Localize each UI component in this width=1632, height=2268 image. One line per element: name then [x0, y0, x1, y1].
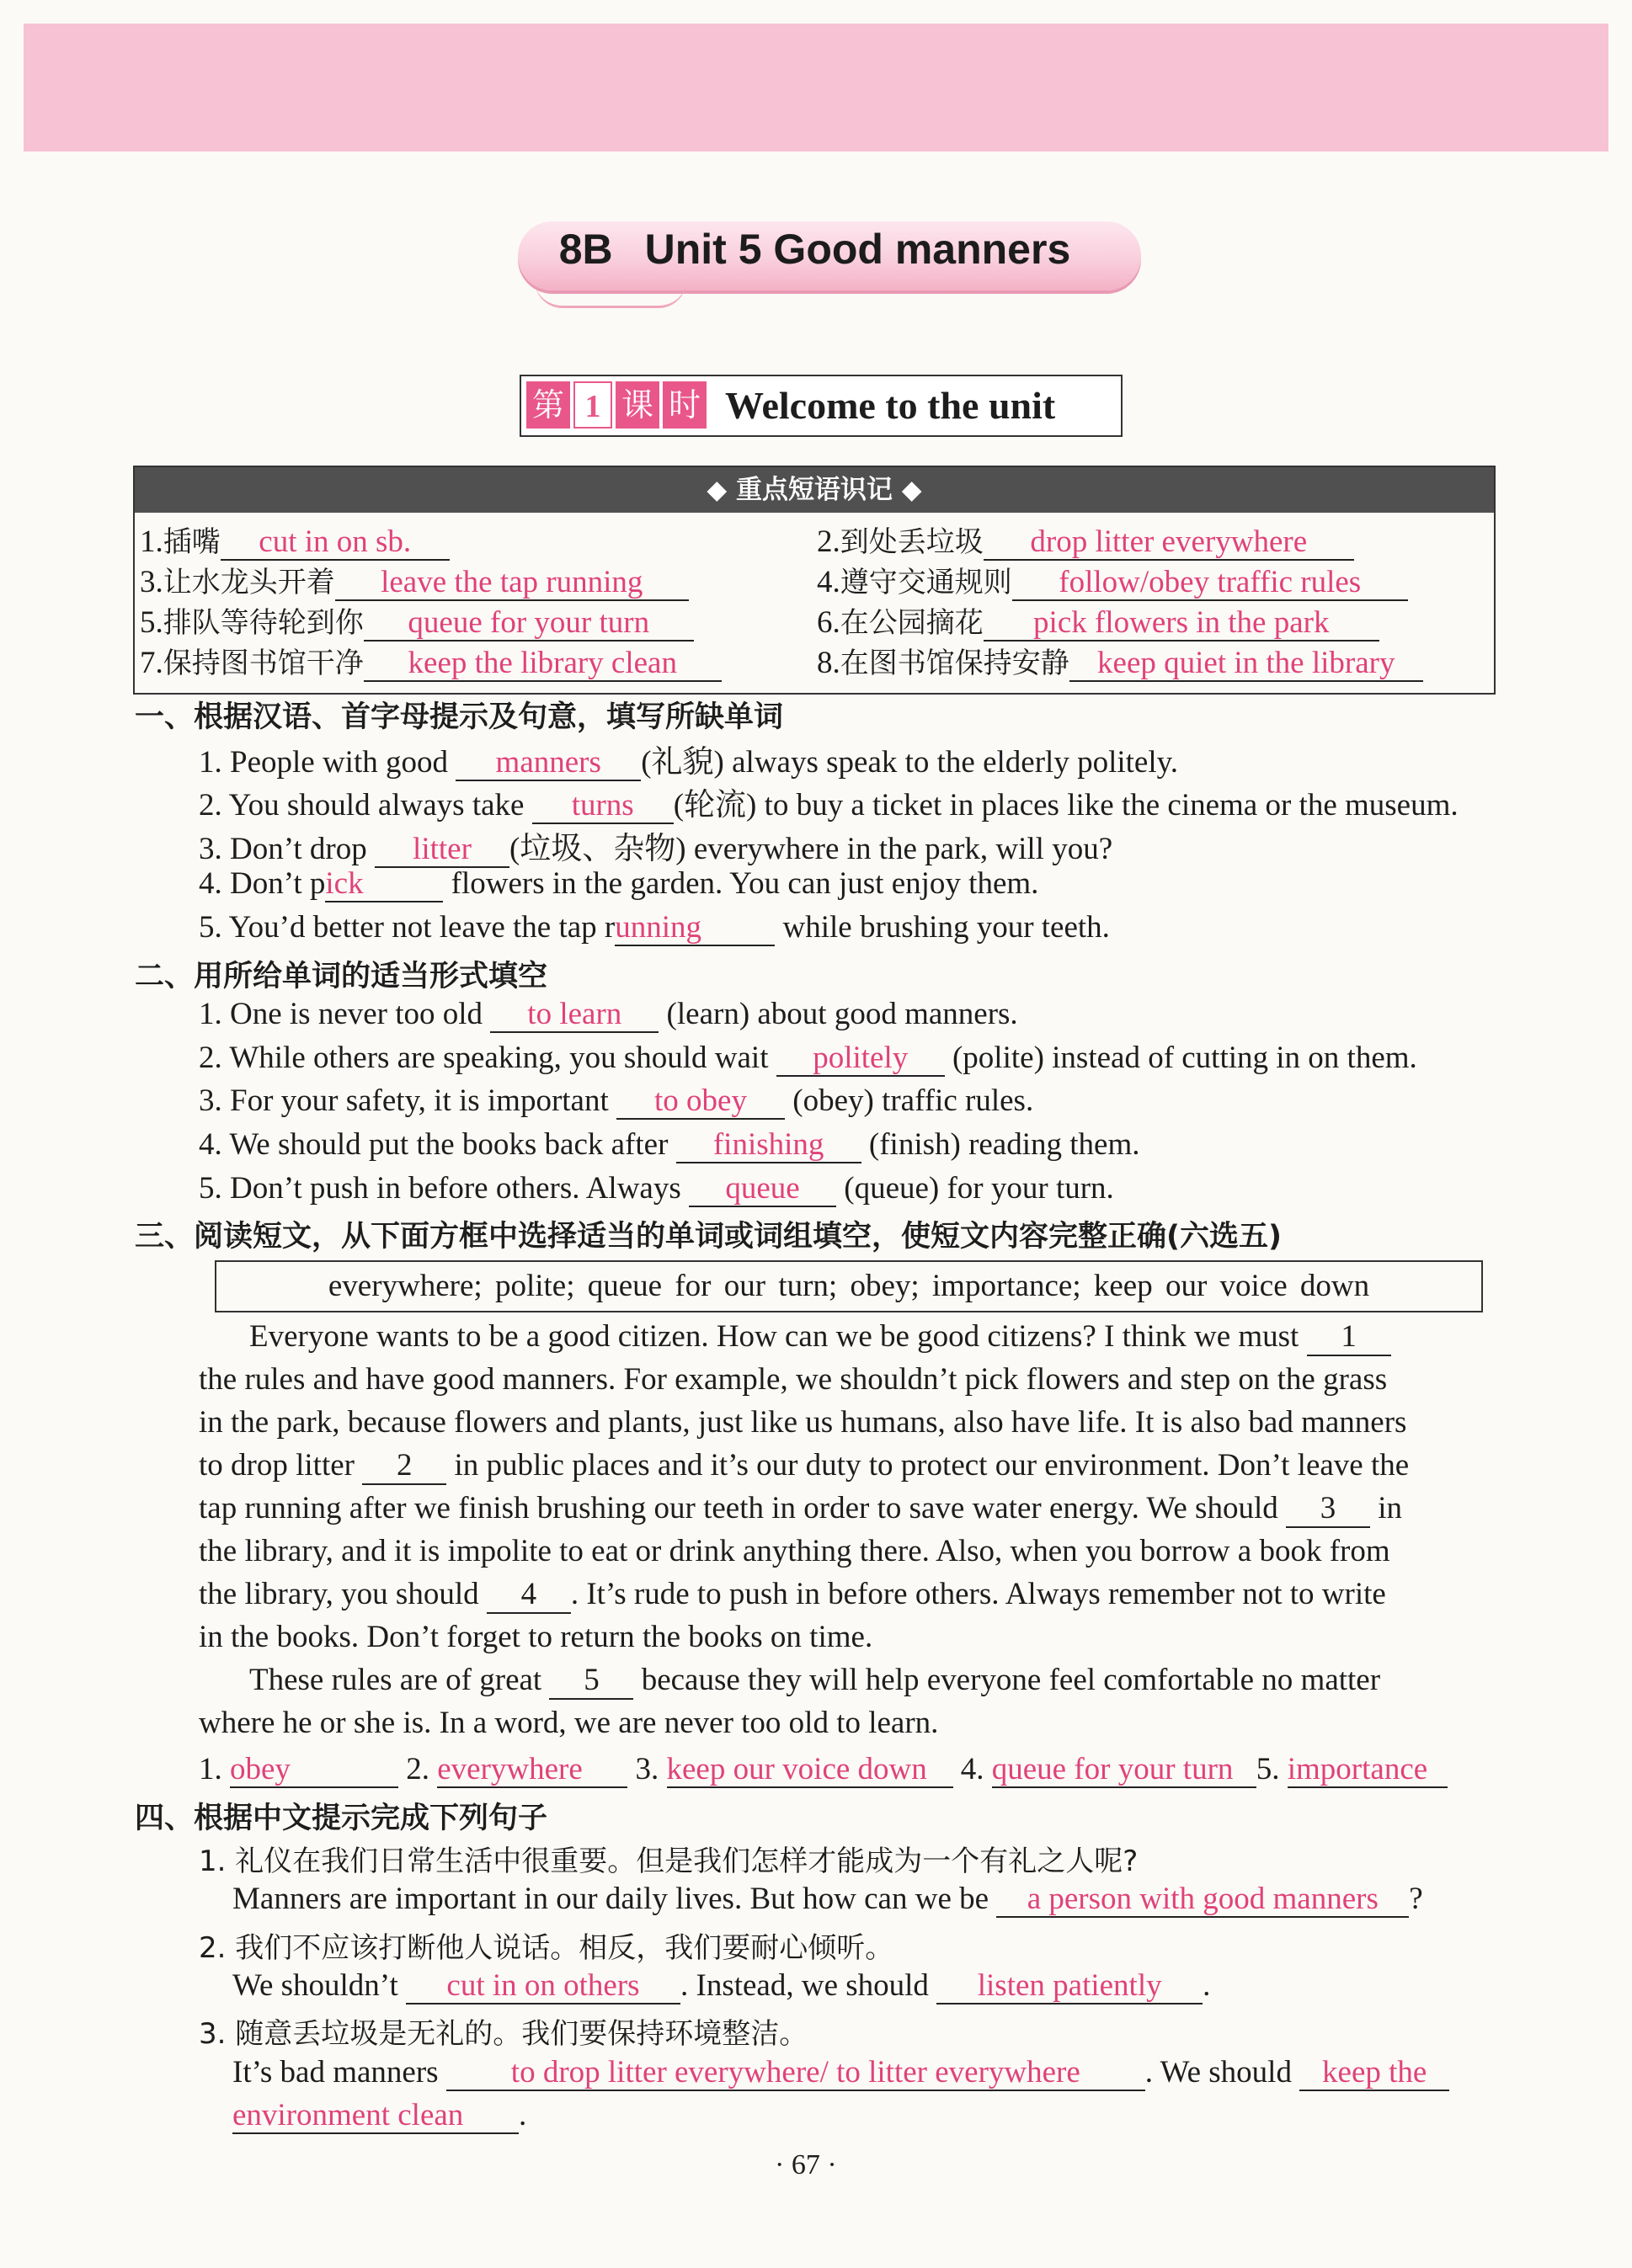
passage-blank: 1 — [1307, 1318, 1391, 1356]
answer-number: 3. — [635, 1752, 659, 1786]
passage-blank: 5 — [549, 1662, 633, 1700]
answer-text: unning — [615, 912, 775, 946]
passage-text: in public places and it’s our duty to protect our environment. Don’t leave the — [454, 1448, 1410, 1483]
answer-text: listen patiently — [936, 1970, 1203, 2004]
answer-text: obey — [230, 1754, 398, 1788]
answer-text: importance — [1288, 1754, 1448, 1788]
answer-number: 4. — [960, 1752, 984, 1786]
answer-text: queue — [689, 1173, 836, 1207]
phrase-number: 2. — [817, 524, 840, 559]
question-text: (轮流) to buy a ticket in places like the cinema or the museum. — [673, 788, 1459, 823]
passage-blank: 2 — [362, 1447, 446, 1485]
unit-name: Unit 5 Good manners — [644, 226, 1071, 273]
phrase-answer: cut in on sb. — [221, 526, 450, 561]
question-text: . — [1203, 1968, 1211, 2003]
question-text: 5. Don’t push in before others. Always — [199, 1171, 689, 1206]
unit-code: 8B — [558, 226, 613, 273]
phrase-cn: 在公园摘花 — [840, 606, 984, 640]
phrase-cn: 排队等待轮到你 — [163, 606, 364, 640]
answer-text: litter — [375, 833, 509, 868]
phrase-item — [140, 559, 689, 601]
question-text: 1. People with good — [199, 745, 456, 780]
answer-text: queue for your turn — [992, 1754, 1256, 1788]
answer-text: everywhere — [437, 1754, 627, 1788]
question-line — [199, 779, 1459, 824]
phrase-item — [817, 640, 1423, 682]
answer-text: keep our voice down — [667, 1754, 953, 1788]
question-text: 3. 随意丢垃圾是无礼的。我们要保持环境整洁。 — [199, 2017, 808, 2051]
passage-text: to drop litter — [199, 1448, 355, 1483]
question-line — [199, 1083, 1033, 1120]
question-text: . Instead, we should — [680, 1968, 937, 2003]
question-text: 2. 我们不应该打断他人说话。相反，我们要耐心倾听。 — [199, 1931, 894, 1965]
lesson-banner — [520, 375, 1123, 437]
question-text: 4. Don’t p — [199, 866, 326, 901]
question-text: (obey) traffic rules. — [785, 1083, 1034, 1118]
passage-line: the library, and it is impolite to eat or drink anything there. Also, when you borrow a book from — [199, 1534, 1390, 1568]
question-text: (learn) about good manners. — [659, 997, 1018, 1031]
answer-text: keep the — [1299, 2057, 1449, 2091]
lesson-tag-char: 时 — [663, 381, 707, 429]
passage-line: in the books. Don’t forget to return the books on time. — [199, 1620, 873, 1654]
question-line — [199, 909, 1110, 946]
phrase-number: 1. — [140, 524, 163, 559]
passage-text: in — [1378, 1491, 1403, 1525]
passage-text: because they will help everyone feel comfortable no matter — [641, 1663, 1381, 1697]
question-line — [232, 1881, 1423, 1918]
title-swirl — [535, 280, 686, 308]
question-text: We shouldn’t — [232, 1968, 406, 2003]
phrase-number: 4. — [817, 565, 840, 599]
question-text: . — [519, 2098, 527, 2132]
question-line — [199, 823, 1112, 868]
phrase-cn: 插嘴 — [163, 525, 221, 559]
phrase-item — [140, 599, 694, 642]
question-text: (垃圾、杂物) everywhere in the park, will you? — [509, 832, 1113, 866]
passage-text: These rules are of great — [249, 1663, 542, 1697]
key-phrases-header: ◆ 重点短语识记 ◆ — [135, 467, 1494, 513]
answer-number: 2. — [406, 1752, 429, 1786]
passage-blank: 4 — [487, 1576, 571, 1614]
question-text: (礼貌) always speak to the elderly politely. — [641, 745, 1178, 780]
question-line — [232, 2054, 1449, 2091]
phrase-number: 8. — [817, 646, 840, 680]
phrase-number: 6. — [817, 605, 840, 640]
answer-number: 1. — [199, 1752, 222, 1786]
question-line — [232, 1967, 1210, 2004]
passage-text: . It’s rude to push in before others. Always remember not to write — [570, 1577, 1386, 1611]
question-line — [199, 736, 1178, 781]
phrase-answer: drop litter everywhere — [984, 526, 1354, 561]
passage-line: where he or she is. In a word, we are never too old to learn. — [199, 1706, 939, 1740]
question-line — [199, 1126, 1140, 1163]
question-cn — [199, 2010, 808, 2052]
passage-line — [199, 1447, 1409, 1485]
phrase-cn: 在图书馆保持安静 — [840, 647, 1069, 680]
passage-answers — [199, 1751, 1448, 1788]
question-line — [232, 2097, 526, 2134]
question-text: 5. You’d better not leave the tap r — [199, 910, 616, 945]
question-text: while brushing your teeth. — [775, 910, 1110, 945]
question-line — [199, 1040, 1417, 1077]
phrase-item — [817, 559, 1408, 601]
question-text: . We should — [1144, 2055, 1300, 2090]
question-text: (polite) instead of cutting in on them. — [944, 1041, 1417, 1075]
question-line — [199, 996, 1018, 1033]
phrase-answer: keep quiet in the library — [1069, 647, 1423, 682]
unit-title-text — [518, 225, 1112, 274]
phrase-answer: queue for your turn — [364, 607, 694, 642]
answer-text: environment clean — [232, 2100, 519, 2134]
header-banner — [24, 24, 1608, 152]
lesson-tag-char: 课 — [616, 381, 659, 429]
lesson-tag-number: 1 — [573, 381, 612, 429]
passage-text: tap running after we finish brushing our teeth in order to save water energy. We should — [199, 1491, 1278, 1525]
word-bank: everywhere; polite; queue for our turn; obey; importance; keep our voice down — [215, 1260, 1483, 1312]
question-cn — [199, 1925, 893, 1966]
answer-text: turns — [532, 790, 674, 824]
phrase-cn: 到处丢垃圾 — [840, 525, 984, 559]
passage-text: Everyone wants to be a good citizen. How can we be good citizens? I think we must — [249, 1319, 1299, 1354]
phrase-answer: follow/obey traffic rules — [1012, 567, 1408, 601]
passage-text: the library, you should — [199, 1577, 479, 1611]
question-line — [199, 1170, 1114, 1207]
section-heading: 三、阅读短文，从下面方框中选择适当的单词或词组填空，使短文内容完整正确(六选五) — [135, 1220, 1282, 1254]
answer-number: 5. — [1256, 1752, 1280, 1786]
page-number: · 67 · — [775, 2149, 837, 2180]
question-text: flowers in the garden. You can just enjoy them. — [443, 866, 1039, 901]
passage-line — [199, 1576, 1386, 1614]
question-text: 2. You should always take — [199, 788, 532, 823]
question-cn — [199, 1838, 1138, 1879]
answer-text: to drop litter everywhere/ to litter everywhere — [446, 2057, 1145, 2091]
question-line — [199, 865, 1038, 902]
answer-text: to learn — [490, 998, 659, 1033]
phrase-item — [817, 599, 1379, 642]
passage-line — [249, 1318, 1391, 1356]
answer-text: manners — [456, 747, 641, 781]
answer-text: cut in on others — [406, 1970, 680, 2004]
question-text: (finish) reading them. — [861, 1127, 1140, 1162]
answer-text: politely — [776, 1042, 945, 1077]
phrase-number: 3. — [140, 565, 163, 599]
passage-line: in the park, because flowers and plants, just like us humans, also have life. It is also bad manners — [199, 1405, 1407, 1440]
answer-text: a person with good manners — [996, 1883, 1409, 1918]
phrase-answer: leave the tap running — [335, 567, 689, 601]
unit-title — [518, 215, 1149, 307]
question-text: It’s bad manners — [232, 2055, 446, 2090]
lesson-title: Welcome to the unit — [725, 384, 1056, 427]
question-text: 1. One is never too old — [199, 997, 491, 1031]
phrase-item — [140, 640, 722, 682]
passage-line — [199, 1490, 1402, 1528]
question-text: 1. 礼仪在我们日常生活中很重要。但是我们怎样才能成为一个有礼之人呢? — [199, 1845, 1139, 1878]
answer-text: to obey — [616, 1085, 785, 1120]
section-heading: 四、根据中文提示完成下列句子 — [135, 1802, 548, 1835]
question-text: 3. For your safety, it is important — [199, 1083, 617, 1118]
phrase-number: 5. — [140, 605, 163, 640]
question-text: ? — [1409, 1882, 1423, 1916]
phrase-cn: 让水龙头开着 — [163, 566, 335, 599]
phrase-answer: keep the library clean — [364, 647, 722, 682]
answer-text: finishing — [676, 1129, 861, 1163]
phrase-number: 7. — [140, 646, 163, 680]
answer-text: ick — [325, 868, 443, 902]
phrase-cn: 遵守交通规则 — [840, 566, 1012, 599]
passage-line — [249, 1662, 1380, 1700]
phrase-answer: pick flowers in the park — [984, 607, 1379, 642]
question-text: 4. We should put the books back after — [199, 1127, 676, 1162]
phrase-item — [140, 519, 450, 561]
passage-blank: 3 — [1286, 1490, 1370, 1528]
lesson-tag — [526, 381, 710, 429]
question-text: Manners are important in our daily lives. But how can we be — [232, 1882, 997, 1916]
section-heading: 一、根据汉语、首字母提示及句意，填写所缺单词 — [135, 700, 784, 734]
phrase-item — [817, 519, 1354, 561]
question-text: 2. While others are speaking, you should wait — [199, 1041, 776, 1075]
question-text: 3. Don’t drop — [199, 832, 375, 866]
phrase-cn: 保持图书馆干净 — [163, 647, 364, 680]
section-heading: 二、用所给单词的适当形式填空 — [135, 960, 548, 993]
question-text: (queue) for your turn. — [836, 1171, 1114, 1206]
lesson-tag-char: 第 — [526, 381, 570, 429]
passage-line: the rules and have good manners. For example, we shouldn’t pick flowers and step on the grass — [199, 1362, 1388, 1397]
